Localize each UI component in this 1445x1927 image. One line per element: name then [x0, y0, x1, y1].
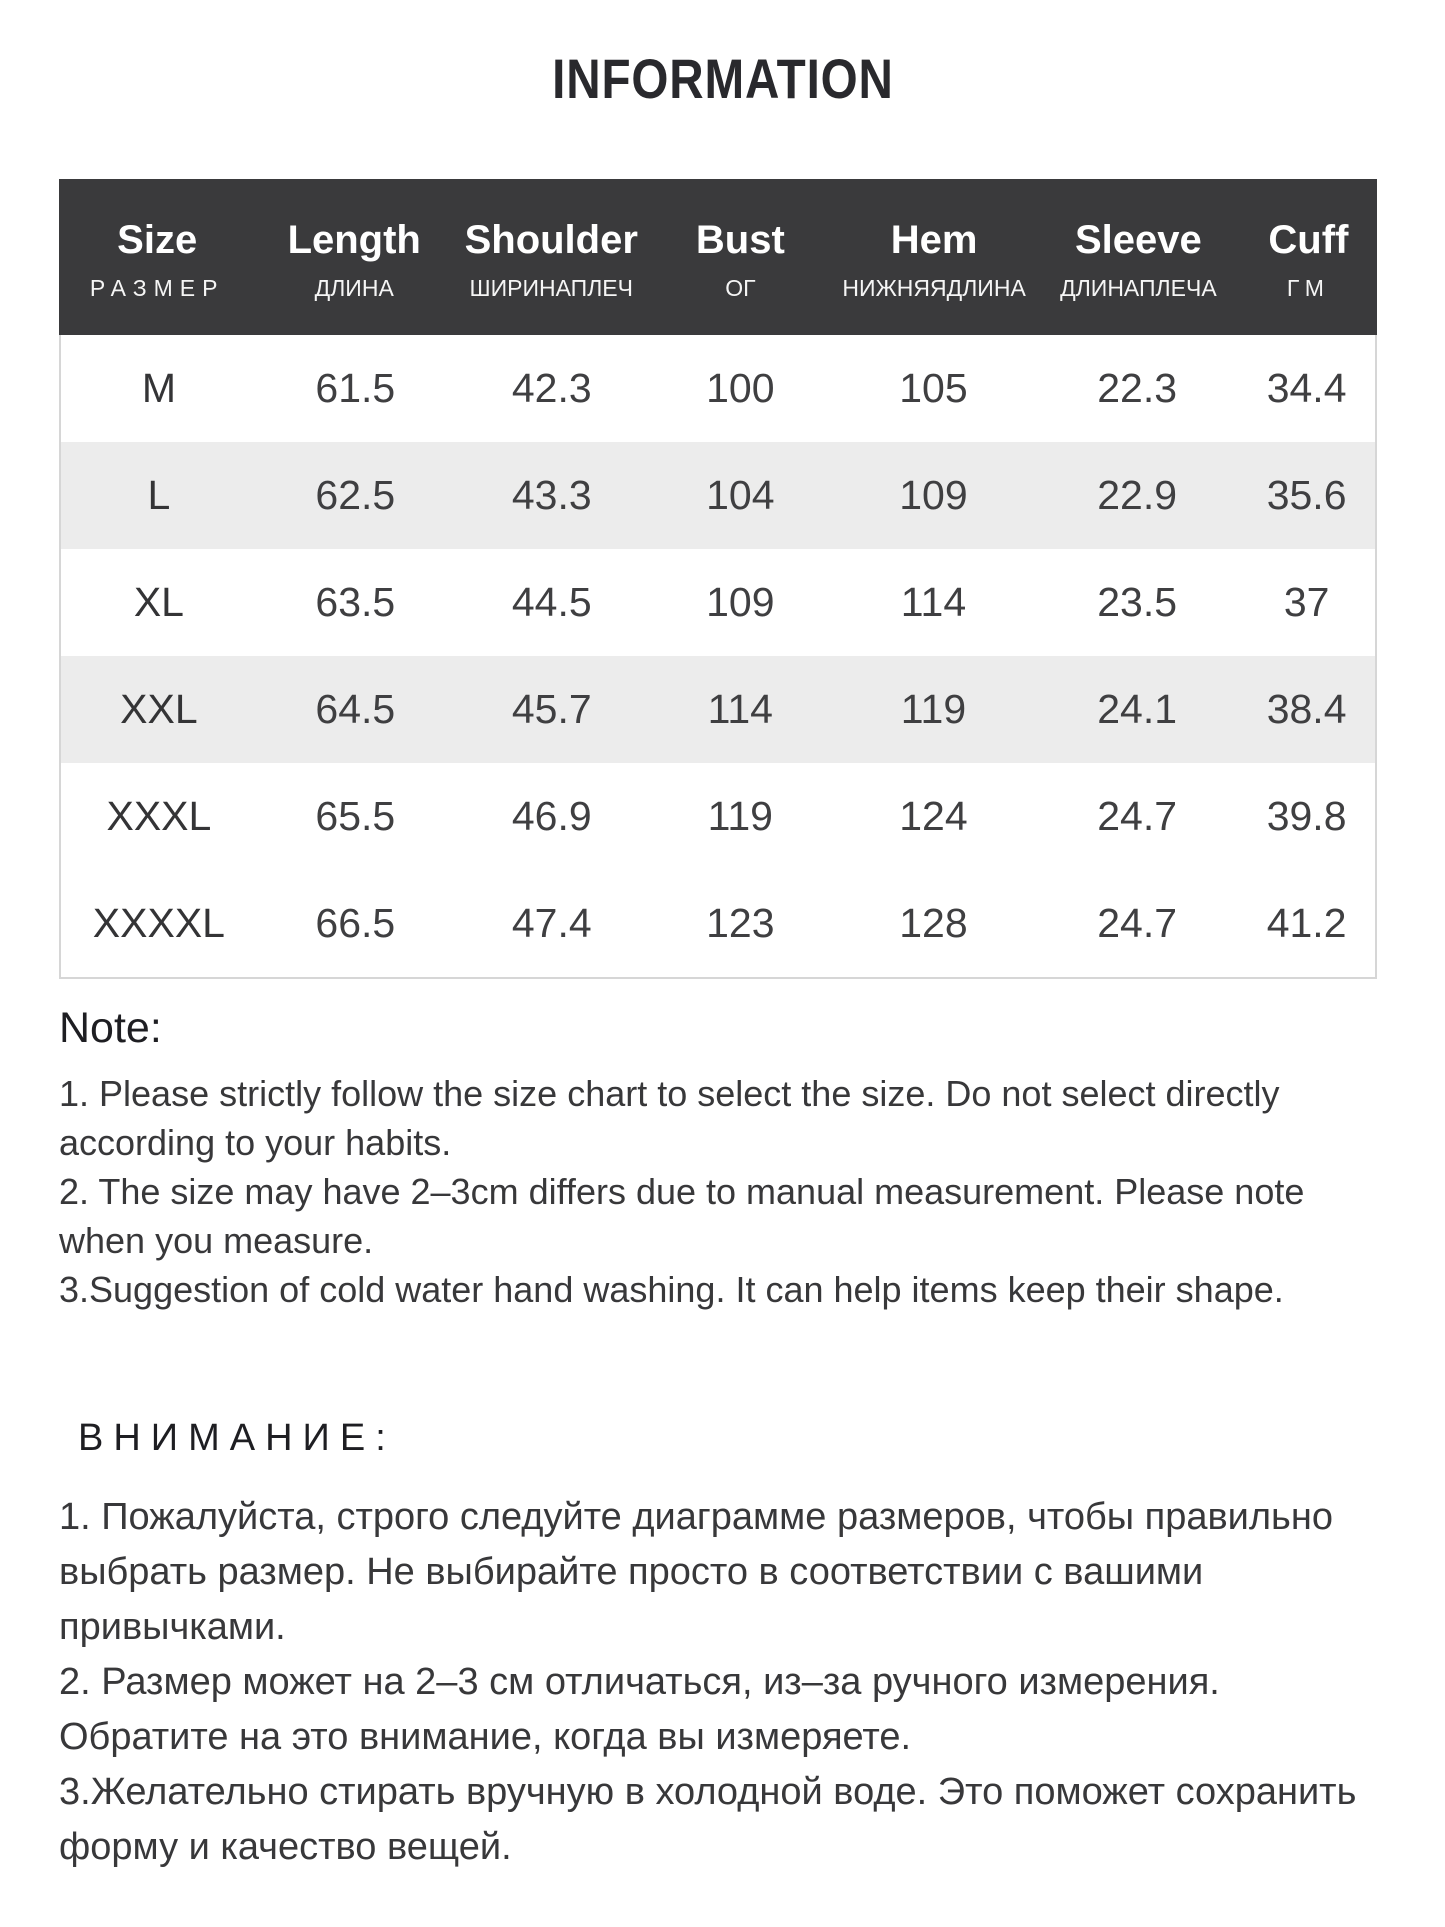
measurement-value: 22.9	[1097, 472, 1178, 518]
measurement-value: 114	[900, 579, 967, 625]
measurement-value: 41.2	[1266, 900, 1347, 946]
measurement-value: 43.3	[511, 472, 592, 518]
measurement-value: 123	[706, 900, 775, 946]
measurement-value: 65.5	[315, 793, 396, 839]
size-label: XXXXL	[92, 900, 225, 946]
column-label-ru: НИЖНЯЯДЛИНА	[842, 274, 1026, 301]
note-list-ru	[59, 1490, 1397, 1875]
column-label-en: Bust	[695, 217, 785, 262]
measurement-value: 44.5	[511, 579, 592, 625]
measurement-value: 47.4	[511, 900, 592, 946]
table-row-xxxl	[61, 763, 1375, 870]
measurement-value: 124	[899, 793, 968, 839]
measurement-value: 24.7	[1097, 900, 1178, 946]
table-row-l	[61, 442, 1375, 549]
measurement-value: 109	[706, 579, 775, 625]
measurement-value: 35.6	[1266, 472, 1347, 518]
column-header-cuff	[1240, 212, 1377, 303]
column-label-ru: ДЛИНА	[314, 274, 394, 301]
measurement-value: 46.9	[511, 793, 592, 839]
measurement-value: 109	[899, 472, 968, 518]
size-label: XL	[133, 579, 184, 625]
measurement-value: 114	[707, 686, 773, 732]
column-label-en: Sleeve	[1075, 217, 1202, 262]
column-header-shoulder	[453, 212, 649, 303]
measurement-value: 66.5	[315, 900, 396, 946]
note-item: 2. Размер может на 2–3 см отличаться, из–за ручного измерения. Обратите на это внимание, когда вы измеряете.	[59, 1661, 1220, 1758]
size-label: L	[147, 472, 171, 518]
measurement-value: 42.3	[511, 365, 592, 411]
measurement-value: 37	[1283, 579, 1330, 625]
column-label-en: Cuff	[1268, 217, 1349, 262]
note-item: 3.Suggestion of cold water hand washing. It can help items keep their shape.	[59, 1269, 1284, 1310]
note-item: 1. Пожалуйста, строго следуйте диаграмме размеров, чтобы правильно выбрать размер. Не выбирайте просто в соответствии с вашими привычками.	[59, 1496, 1333, 1648]
measurement-value: 64.5	[315, 686, 396, 732]
table-row-xl	[61, 549, 1375, 656]
note-item: 2. The size may have 2–3cm differs due to manual measurement. Please note when you measure.	[59, 1171, 1305, 1261]
size-table-body	[59, 335, 1377, 979]
measurement-value: 62.5	[315, 472, 396, 518]
table-row-m	[61, 335, 1375, 442]
column-label-ru: РАЗМЕР	[89, 274, 225, 301]
measurement-value: 34.4	[1266, 365, 1347, 411]
column-label-en: Size	[117, 217, 198, 262]
note-heading-en: Note:	[59, 1004, 162, 1052]
note-heading-ru: ВНИМАНИЕ:	[78, 1417, 396, 1459]
measurement-value: 61.5	[315, 365, 396, 411]
page-title: INFORMATION	[551, 47, 894, 110]
note-list-en	[59, 1069, 1324, 1314]
column-header-sleeve	[1037, 212, 1240, 303]
column-label-en: Length	[287, 217, 421, 262]
measurement-value: 100	[706, 365, 775, 411]
column-header-length	[255, 212, 453, 303]
column-header-hem	[831, 212, 1037, 303]
note-item: 1. Please strictly follow the size chart to select the size. Do not select directly according to your habits.	[59, 1073, 1280, 1163]
measurement-value: 24.7	[1097, 793, 1178, 839]
size-label: XXXL	[106, 793, 212, 839]
column-header-size	[59, 212, 255, 303]
measurement-value: 22.3	[1097, 365, 1178, 411]
measurement-value: 128	[899, 900, 968, 946]
size-label: M	[141, 365, 176, 411]
size-table-header	[59, 179, 1377, 335]
page-title-wrap	[0, 46, 1445, 112]
size-label: XXL	[120, 686, 198, 732]
measurement-value: 63.5	[315, 579, 396, 625]
measurement-value: 45.7	[511, 686, 592, 732]
column-label-en: Shoulder	[464, 217, 638, 262]
measurement-value: 24.1	[1097, 686, 1178, 732]
measurement-value: 119	[707, 793, 773, 839]
note-item: 3.Желательно стирать вручную в холодной воде. Это поможет сохранить форму и качество вещей.	[59, 1771, 1357, 1868]
measurement-value: 104	[706, 472, 775, 518]
column-label-ru: ГМ	[1286, 274, 1330, 301]
table-row-xxxxl	[61, 870, 1375, 977]
column-label-en: Hem	[890, 217, 978, 262]
measurement-value: 23.5	[1097, 579, 1178, 625]
table-row-xxl	[61, 656, 1375, 763]
measurement-value: 39.8	[1266, 793, 1347, 839]
size-table	[59, 179, 1377, 979]
column-label-ru: ШИРИНАПЛЕЧ	[469, 274, 633, 301]
column-label-ru: ОГ	[725, 274, 756, 301]
column-header-bust	[649, 212, 831, 303]
column-label-ru: ДЛИНАПЛЕЧА	[1060, 274, 1217, 301]
measurement-value: 105	[899, 365, 968, 411]
measurement-value: 119	[900, 686, 967, 732]
measurement-value: 38.4	[1266, 686, 1347, 732]
